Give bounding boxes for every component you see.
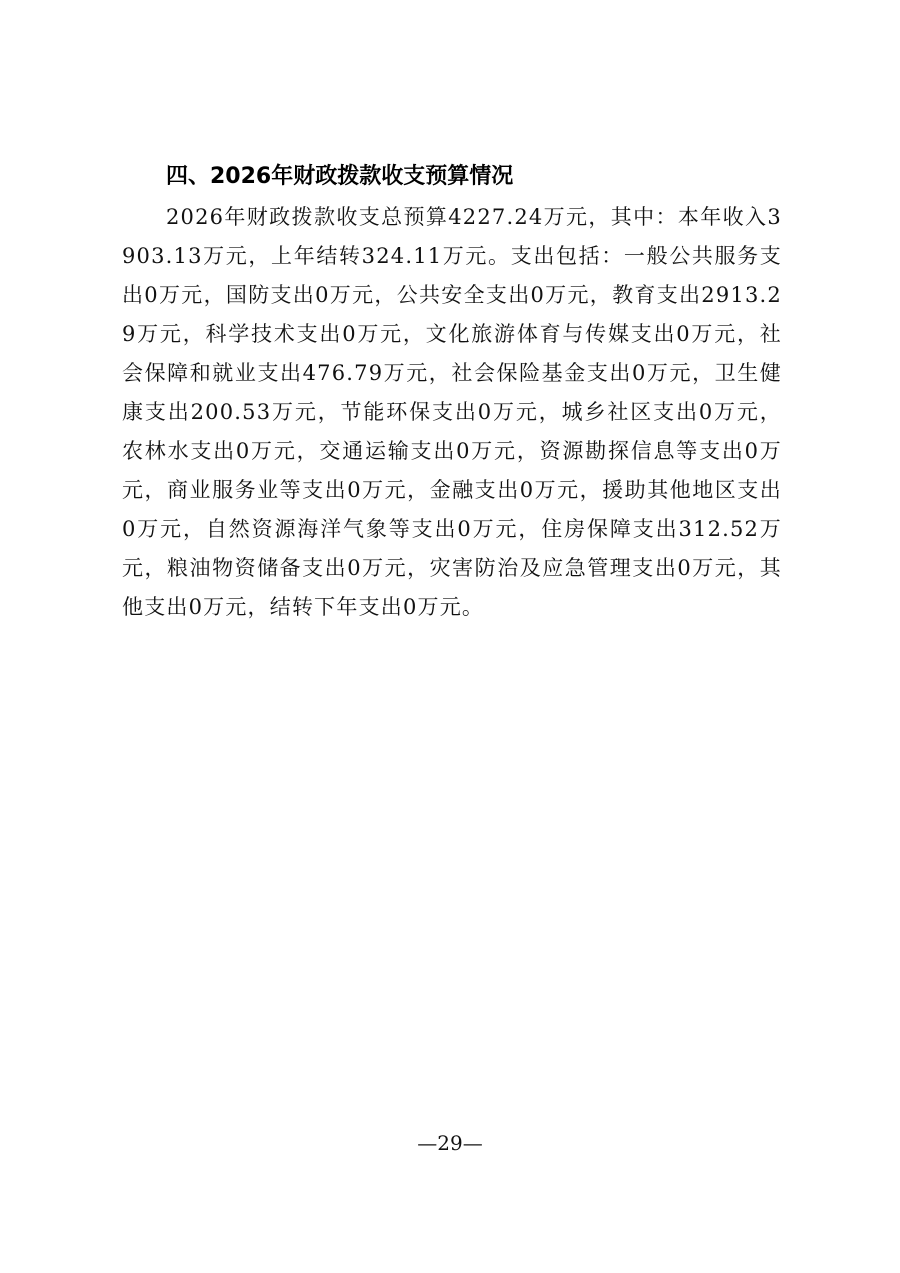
section-content bbox=[122, 156, 782, 627]
section-heading: 四、2026年财政拨款收支预算情况 bbox=[166, 164, 514, 189]
page-number: —29— bbox=[417, 1131, 483, 1155]
budget-paragraph: 2026年财政拨款收支总预算4227.24万元，其中：本年收入3903.13万元，上年结转324.11万元。支出包括：一般公共服务支出0万元，国防支出0万元，公共安全支出0万元，教育支出2913.29万元，科学技术支出0万元，文化旅游体育与传媒支出0万元，社会保障和就业支出476.79万元，社会保险基金支出0万元，卫生健康支出200.53万元，节能环保支出0万元，城乡社区支出0万元，农林水支出0万元，交通运输支出0万元，资源勘探信息等支出0万元，商业服务业等支出0万元，金融支出0万元，援助其他地区支出0万元，自然资源海洋气象等支出0万元，住房保障支出312.52万元，粮油物资储备支出0万元，灾害防治及应急管理支出0万元，其他支出0万元，结转下年支出0万元。 bbox=[122, 205, 782, 619]
